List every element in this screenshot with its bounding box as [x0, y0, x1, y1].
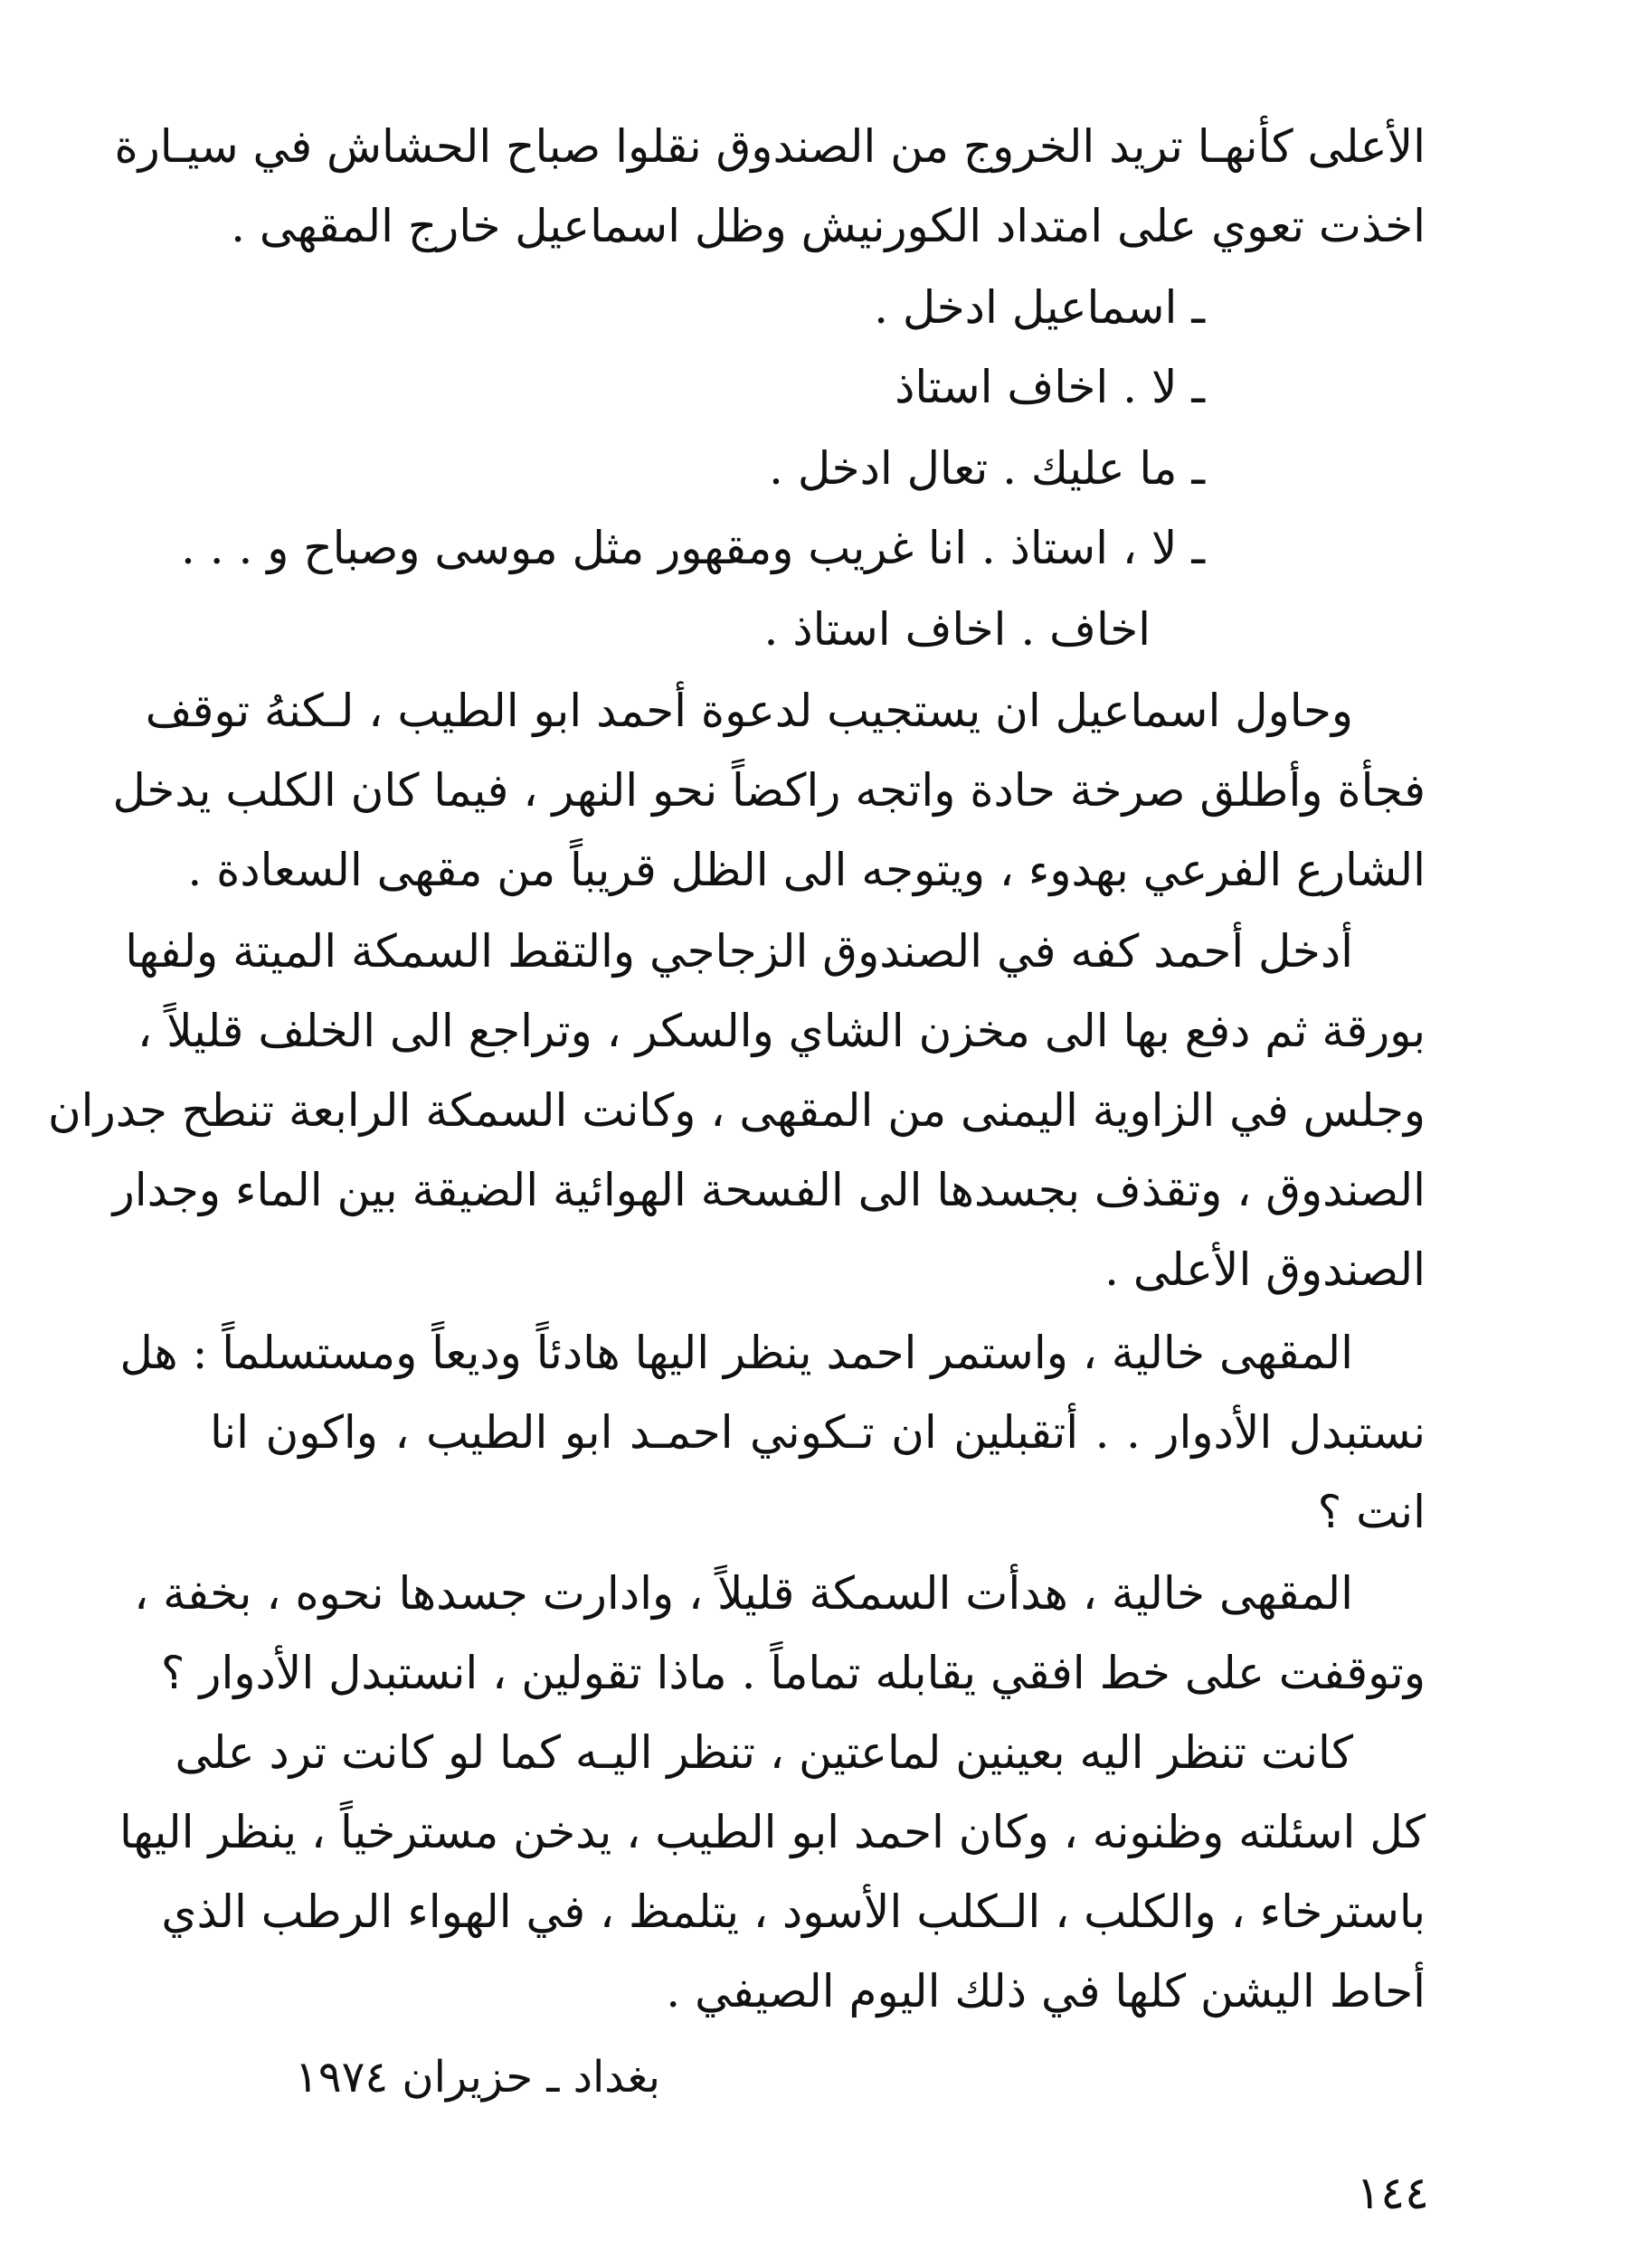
paragraph	[47, 912, 1426, 1309]
paragraph	[134, 1554, 1426, 1713]
text-line: المقهى خالية ، واستمر احمد ينظر اليها هادئاً وديعاً ومستسلماً : هل	[119, 1327, 1353, 1379]
paragraph	[112, 671, 1426, 910]
text-line: كانت تنظر اليه بعينين لماعتين ، تنظر اليـه كما لو كانت ترد على	[175, 1726, 1353, 1779]
text-line: المقهى خالية ، هدأت السمكة قليلاً ، وادارت جسدها نحوه ، بخفة ،	[134, 1567, 1353, 1620]
text-line: الصندوق الأعلى .	[1104, 1243, 1426, 1296]
dialogue-line: اخاف . اخاف استاذ .	[763, 603, 1151, 656]
text-line: كل اسئلته وظنونه ، وكان احمد ابو الطيب ، يدخن مسترخياً ، ينظر اليها	[119, 1806, 1426, 1858]
text-line: انت ؟	[1317, 1486, 1426, 1538]
dialogue-line: ـ لا ، استاذ . انا غريب ومقهور مثل موسى وصباح و . . .	[180, 522, 1205, 574]
text-line: الأعلى كأنهـا تريد الخروج من الصندوق نقلوا صباح الحشاش في سيـارة	[114, 120, 1426, 173]
place-date-signature: بغداد ـ حزيران ١٩٧٤	[295, 2052, 660, 2103]
text-line: وتوقفت على خط افقي يقابله تماماً . ماذا تقولين ، انستبدل الأدوار ؟	[160, 1647, 1426, 1699]
text-line: وحاول اسماعيل ان يستجيب لدعوة أحمد ابو الطيب ، لـكنهُ توقف	[145, 685, 1353, 737]
text-line: الشارع الفرعي بهدوء ، ويتوجه الى الظل قريباً من مقهى السعادة .	[187, 844, 1426, 896]
text-line: باسترخاء ، والكلب ، الـكلب الأسود ، يتلمظ ، في الهواء الرطب الذي	[161, 1885, 1426, 1938]
text-line: فجأة وأطلق صرخة حادة واتجه راكضاً نحو النهر ، فيما كان الكلب يدخل	[112, 764, 1426, 817]
text-line: وجلس في الزاوية اليمنى من المقهى ، وكانت السمكة الرابعة تنطح جدران	[47, 1084, 1426, 1137]
paragraph	[119, 1313, 1426, 1552]
opening-paragraph	[114, 107, 1426, 266]
text-line: أدخل أحمد كفه في الصندوق الزجاجي والتقط السمكة الميتة ولفها	[125, 925, 1353, 978]
dialogue-line: ـ لا . اخاف استاذ	[895, 361, 1205, 413]
dialogue-line: ـ ما عليك . تعال ادخل .	[769, 442, 1205, 495]
text-line: أحاط اليشن كلها في ذلك اليوم الصيفي .	[666, 1965, 1426, 2018]
dialogue-line: ـ اسماعيل ادخل .	[874, 281, 1205, 334]
text-line: نستبدل الأدوار . . أتقبلين ان تـكوني احمـد ابو الطيب ، واكون انا	[210, 1406, 1426, 1459]
text-line: الصندوق ، وتقذف بجسدها الى الفسحة الهوائية الضيقة بين الماء وجدار	[112, 1164, 1426, 1216]
page-number: ١٤٤	[1356, 2167, 1429, 2219]
text-line: بورقة ثم دفع بها الى مخزن الشاي والسكر ، وتراجع الى الخلف قليلاً ،	[137, 1005, 1426, 1057]
paragraph	[119, 1713, 1426, 2031]
text-line: اخذت تعوي على امتداد الكورنيش وظل اسماعيل خارج المقهى .	[231, 200, 1426, 252]
